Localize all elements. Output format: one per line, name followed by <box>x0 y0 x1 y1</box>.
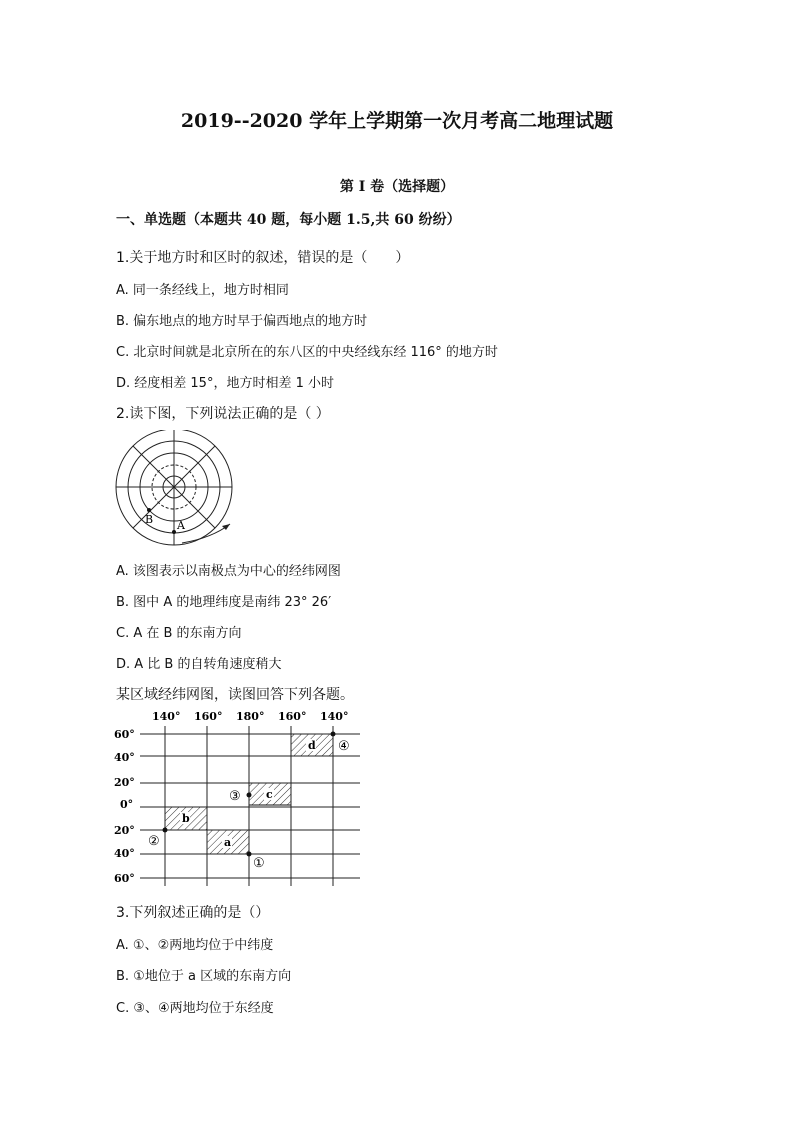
lon-label-4: 160° <box>278 710 307 723</box>
point-a <box>172 530 176 534</box>
region-b-label: b <box>182 812 190 825</box>
question-2-stem: 2.读下图，下列说法正确的是（ ） <box>116 406 330 422</box>
lat-label-1: 60° <box>114 728 135 741</box>
point-2-label: ② <box>148 834 160 849</box>
q1-option-d: D. 经度相差 15°，地方时相差 1 小时 <box>116 376 334 391</box>
rotation-arrow <box>182 524 230 543</box>
lat-label-2: 40° <box>114 751 135 764</box>
lat-label-6: 40° <box>114 847 135 860</box>
q1-option-c: C. 北京时间就是北京所在的东八区的中央经线东经 116° 的地方时 <box>116 345 498 360</box>
latlon-grid-figure <box>110 706 372 888</box>
lat-label-3: 20° <box>114 776 135 789</box>
point-1 <box>247 852 252 857</box>
grid-intro: 某区域经纬网图，读图回答下列各题。 <box>116 687 354 703</box>
lon-label-5: 140° <box>320 710 349 723</box>
q1-option-b: B. 偏东地点的地方时早于偏西地点的地方时 <box>116 314 368 329</box>
lat-label-5: 20° <box>114 824 135 837</box>
point-1-label: ① <box>253 856 265 871</box>
q2-option-b: B. 图中 A 的地理纬度是南纬 23° 26′ <box>116 595 332 610</box>
q2-option-c: C. A 在 B 的东南方向 <box>116 626 242 641</box>
lat-label-4: 0° <box>120 798 134 811</box>
q2-option-a: A. 该图表示以南极点为中心的经纬网图 <box>116 564 341 579</box>
region-c-label: c <box>266 788 273 801</box>
label-b: B <box>145 513 154 526</box>
region-a-label: a <box>224 836 232 849</box>
lat-label-7: 60° <box>114 872 135 885</box>
label-a: A <box>177 519 185 532</box>
polar-graticule-figure <box>112 430 240 552</box>
point-4 <box>331 732 336 737</box>
section-title: 一、单选题（本题共 40 题，每小题 1.5,共 60 纷纷） <box>116 212 461 228</box>
document-title: 2019--2020 学年上学期第一次月考高二地理试题 <box>180 110 614 132</box>
question-3-stem: 3.下列叙述正确的是（） <box>116 905 270 921</box>
q1-option-a: A. 同一条经线上，地方时相同 <box>116 283 289 298</box>
lon-label-1: 140° <box>152 710 181 723</box>
point-b <box>147 508 151 512</box>
point-2 <box>163 828 168 833</box>
point-4-label: ④ <box>338 739 350 754</box>
q3-option-b: B. ①地位于 a 区域的东南方向 <box>116 969 292 984</box>
part-title: 第 I 卷（选择题） <box>339 179 455 195</box>
region-d-label: d <box>308 739 316 752</box>
lon-label-3: 180° <box>236 710 265 723</box>
q3-option-c: C. ③、④两地均位于东经度 <box>116 1001 274 1016</box>
lon-label-2: 160° <box>194 710 223 723</box>
q3-option-a: A. ①、②两地均位于中纬度 <box>116 938 274 953</box>
q2-option-d: D. A 比 B 的自转角速度稍大 <box>116 657 282 672</box>
point-3 <box>247 793 252 798</box>
point-3-label: ③ <box>229 789 241 804</box>
question-1-stem: 1.关于地方时和区时的叙述，错误的是（ ） <box>116 250 410 266</box>
